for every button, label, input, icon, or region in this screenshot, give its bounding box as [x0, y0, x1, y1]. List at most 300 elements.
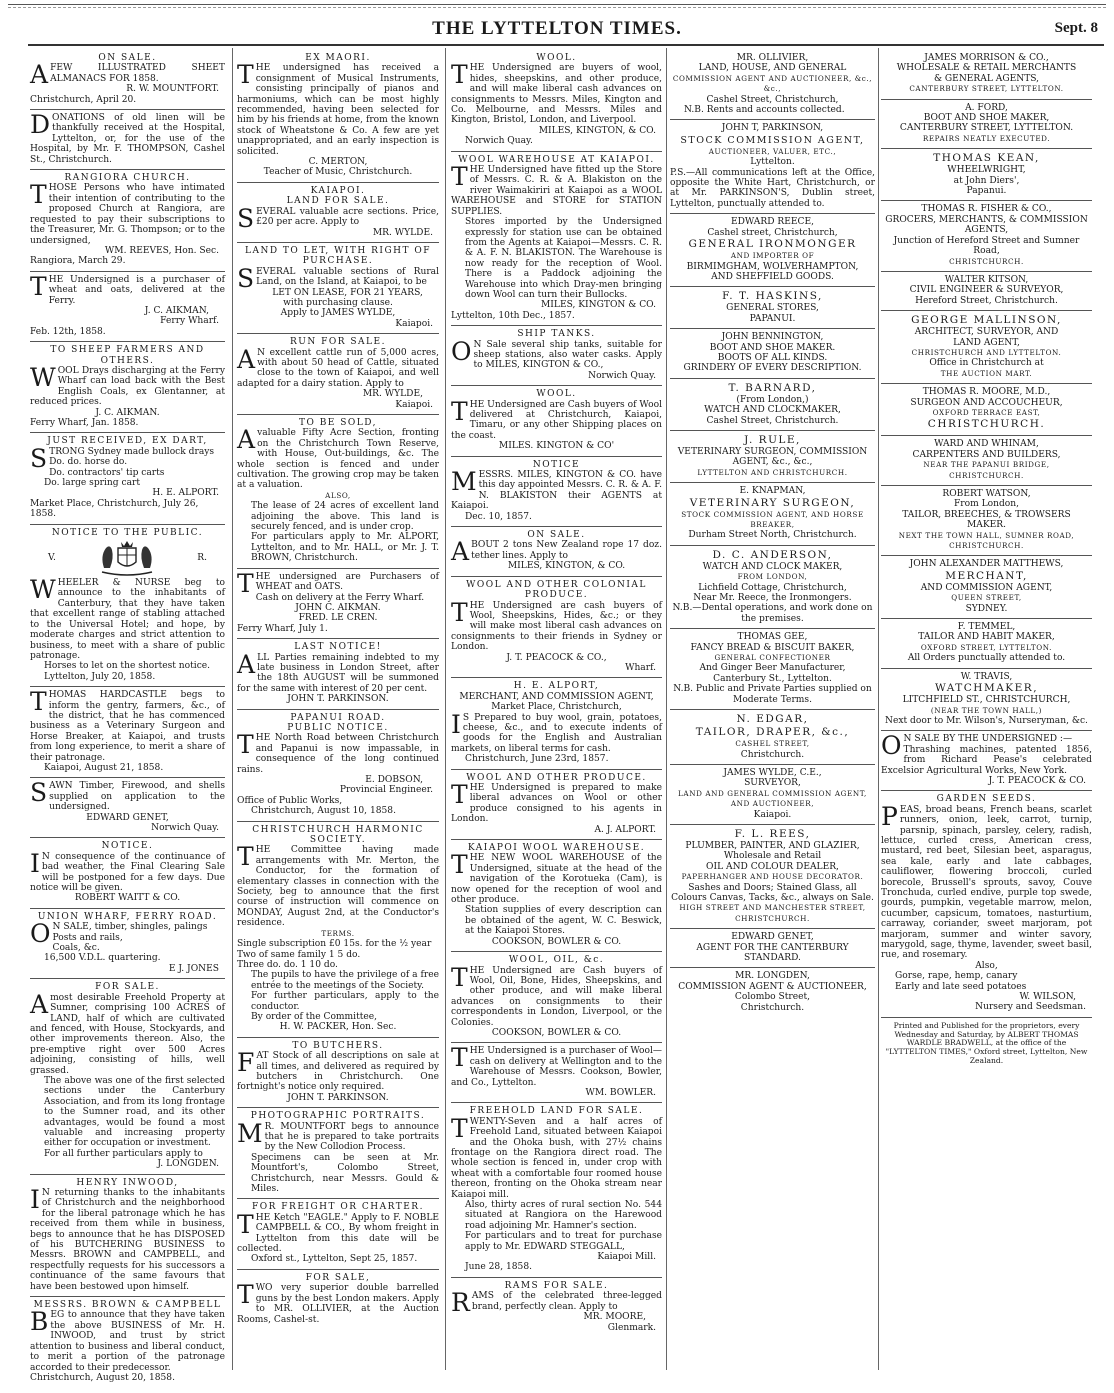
ad-date: Christchurch, August 20, 1858.: [30, 1372, 175, 1383]
ad-terms: TERMS.: [321, 928, 355, 938]
ad-date: Lyttelton, 10th Dec., 1857.: [451, 310, 575, 321]
ad-body-3: Early and late seed potatoes: [895, 981, 1027, 992]
ad-body-2: Horses to let on the shortest notice.: [44, 661, 211, 672]
drop-cap: T: [30, 687, 47, 717]
card-line: BREAKER,: [750, 520, 795, 529]
card-name: JAMES MORRISON & CO.,: [924, 53, 1049, 63]
ad-signature: J. LONGDEN.: [157, 1159, 219, 1170]
advert-kaiapoi-wool-warehouse: [451, 840, 662, 952]
royal-coat-of-arms-icon: [96, 538, 158, 578]
drop-cap: T: [237, 1209, 254, 1239]
ad-body: LL Parties remaining indebted to my late business in London Street, after the 18th AUGUST will be summoned for the same with interest of 20 per cent.: [237, 652, 439, 694]
ad-subheading: SOCIETY.: [309, 835, 367, 846]
card-ollivier: [670, 50, 875, 120]
card-line: Hereford Street, Christchurch.: [915, 295, 1058, 306]
ad-body-2: Station supplies of every description can be obtained of the agent, W. C. Beswick, at the Kaiapoi Stores.: [465, 905, 662, 937]
ad-body-3: For all further particulars apply to: [44, 1148, 203, 1159]
ad-body: HE Undersigned is prepared to make liberal advances on Wool or other produce consigned to his agents in London.: [451, 783, 662, 825]
ad-signature-place: Kaiapoi.: [395, 399, 433, 410]
card-line: COMMISSION AGENT AND AUCTIONEER, &c., &c.,: [672, 73, 873, 94]
ad-body: HE Undersigned is a purchaser of wheat and oats, delivered at the Ferry.: [48, 274, 225, 306]
advert-sheep-farmers: [30, 342, 225, 433]
card-line: WHOLESALE & RETAIL MERCHANTS: [896, 63, 1077, 74]
column-3: [451, 50, 662, 1370]
card-line: N.B. Public and Private Parties supplied on Moderate Terms.: [673, 684, 872, 705]
ad-signature: MILES, KINGTON, & CO.: [507, 561, 626, 572]
advert-ex-maori: [237, 50, 439, 183]
royal-cipher-r: R.: [197, 552, 207, 563]
card-line: Canterbury St., Lyttelton.: [713, 673, 832, 684]
card-line: LYTTELTON AND CHRISTCHURCH.: [697, 467, 848, 477]
card-knapman: [670, 483, 875, 546]
card-line: Wholesale and Retail: [723, 851, 822, 862]
drop-cap: A: [30, 989, 49, 1019]
card-line: VETERINARY SURGEON,: [689, 496, 856, 509]
ad-body: HOMAS HARDCASTLE begs to inform the gentry, farmers, &c., of the district, that he has commenced business as a Veterinary Surgeon and Horse Breaker, at Kaiapoi, and trusts from long experience, to merit a share of their patronage.: [30, 690, 225, 763]
advert-wool-cash: [451, 386, 662, 456]
ad-heading: NOTICE: [532, 459, 581, 470]
ad-signature: Norwich Quay.: [588, 370, 656, 381]
ad-body: HEELER & NURSE beg to announce to the inhabitants of Canterbury, that they have taken that excellent range of stabling attached to the Universal Hotel; and hope, by moderate charges and strict attention to business, to meet with a share of public patronage.: [30, 578, 225, 661]
advert-to-butchers: [237, 1038, 439, 1108]
card-name: EDWARD GENET,: [731, 932, 814, 943]
drop-cap: I: [30, 1185, 40, 1214]
card-line: AGENT FOR THE CANTERBURY: [696, 942, 849, 953]
card-line: Christchurch.: [740, 1002, 805, 1013]
card-line: TAILOR, DRAPER, &c.,: [695, 726, 850, 739]
list-item: Coals, &c.: [52, 943, 100, 954]
card-line: & GENERAL AGENTS,: [933, 73, 1040, 84]
card-name: W. TRAVIS,: [960, 671, 1013, 682]
ad-body: BOUT 2 tons New Zealand rope 17 doz. tether lines. Apply to: [471, 540, 662, 561]
card-fisher: [881, 201, 1092, 271]
card-line: WATCH AND CLOCKMAKER,: [704, 405, 841, 416]
card-name: THOMAS R. MOORE, M.D.,: [922, 387, 1051, 398]
card-line: TAILOR, BREECHES, & TROWSERS: [902, 509, 1071, 520]
card-matthews: [881, 556, 1092, 619]
drop-cap: I: [30, 848, 40, 878]
ad-subheading: PURCHASE.: [302, 256, 374, 267]
card-mallinson: [881, 311, 1092, 384]
ad-signature: JOHN C. AIKMAN.: [295, 602, 381, 613]
ad-signature: MILES, KINGTON & CO.: [541, 300, 656, 311]
ad-heading: NOTICE TO THE PUBLIC.: [51, 527, 204, 538]
drop-cap: P: [881, 801, 898, 831]
card-line: WHEELWRIGHT,: [947, 165, 1026, 176]
card-line: SYDNEY.: [965, 603, 1008, 614]
card-line: Kaiapoi.: [753, 809, 792, 820]
card-line: Cashel Street, Christchurch.: [706, 415, 839, 426]
card-line: SURGEON AND ACCOUCHEUR,: [910, 397, 1063, 408]
advert-guns-for-sale: [237, 1270, 439, 1329]
ad-body: HE Undersigned are Cash buyers of Wool delivered at Christchurch, Kaiapoi, Timaru, or any other Shipping places on the coast.: [451, 399, 662, 441]
card-moore: [881, 384, 1092, 436]
ad-signature-place: Ferry Wharf.: [160, 316, 219, 327]
ad-body-4: Apply to JAMES WYLDE,: [280, 308, 396, 319]
drop-cap: I: [451, 709, 461, 739]
ad-heading: LAND TO LET, WITH RIGHT OF: [245, 245, 431, 256]
ad-signature: J. T. PEACOCK & CO.,: [506, 652, 607, 663]
card-haskins: [670, 287, 875, 329]
card-line: Lichfield Cottage, Christchurch,: [698, 582, 847, 593]
card-line: SURVEYOR,: [744, 778, 801, 789]
drop-cap: A: [30, 60, 49, 90]
ad-date: Market Place, Christchurch, July 26, 1858.: [30, 498, 199, 520]
advert-h-e-alport: [451, 678, 662, 769]
card-line: Lyttelton.: [750, 157, 795, 168]
ad-signature-title: Teacher of Music, Christchurch.: [263, 167, 413, 178]
advert-wool-warehouse-kaiapoi: [451, 152, 662, 327]
card-line: Durham Street North, Christchurch.: [688, 530, 857, 541]
ad-body-2: Office of Public Works,: [237, 795, 343, 806]
ad-signature: MILES, KINGTON, & CO.: [538, 125, 656, 136]
ad-subheading: MERCHANT, AND COMMISSION AGENT,: [459, 691, 654, 702]
ad-body: EAS, broad beans, French beans, scarlet runners, onion, leek, carrot, turnip, parsnip, spinach, parsley, celery, radish, lettuce, curled cress, American cress, mustard, red beet, Silesian beet, asparagus, sea kale, early and late cabbages, cauliflower, flowering broccoli, curled borecole, Brussell's sprouts, savoy, Couve Tronchuda, curled endive, purple top swede, gourds, pumpkin, vegetable marrow, melon, cucumber, capsicum, tomatoes, nasturtium, carraway, coriander, sweet marjoram, pot marjoram, summer and winter savory, marygold, sage, thyme, lavender, sweet basil, rue, and rosemary.: [881, 804, 1092, 961]
ad-date: Christchurch, August 10, 1858.: [251, 806, 396, 817]
ad-signature: Kaiapoi.: [395, 318, 433, 329]
ad-date: Ferry Wharf, July 1.: [237, 623, 328, 634]
card-gee: [670, 629, 875, 710]
card-line: CANTERBURY STREET, LYTTELTON.: [899, 123, 1074, 134]
card-rule: [670, 431, 875, 483]
ad-heading: CHRISTCHURCH HARMONIC: [252, 824, 424, 835]
advert-wool-buyers: [451, 50, 662, 152]
ad-also: ALSO,: [325, 490, 351, 500]
drop-cap: S: [30, 443, 48, 473]
ad-heading: ON SALE.: [527, 530, 586, 541]
card-line: Papanui.: [966, 186, 1007, 197]
ad-body: most desirable Freehold Property at Sumner, comprising 100 ACRES of LAND, half of which are cultivated and fenced, with House, Stockyards, and other improvements thereon. Also, the pre-emptive right over 500 Acres adjoining, consisting of hills, well grassed.: [30, 992, 225, 1076]
card-line: GENERAL CONFECTIONER: [714, 653, 831, 663]
card-line: NEXT THE TOWN HALL, SUMNER ROAD,: [898, 530, 1075, 540]
ad-signature: E. DOBSON,: [365, 775, 423, 785]
card-line: NEAR THE PAPANUI BRIDGE,: [923, 460, 1050, 470]
card-line: CASHEL STREET,: [735, 739, 810, 749]
list-item: 16,500 V.D.L. quartering.: [44, 953, 161, 964]
advert-rams-for-sale: [451, 1278, 662, 1337]
ad-date: Dec. 10, 1857.: [465, 511, 532, 522]
card-line: Junction of Hereford Street and Sumner Road,: [893, 235, 1080, 257]
card-line: FANCY BREAD & BISCUIT BAKER,: [690, 642, 855, 653]
ad-body: ONATIONS of old linen will be thankfully received at the Hospital, Lyttelton, or, for the use of the Hospital, by Mr. F. THOMPSON, Cashel St., Christchurch.: [30, 113, 225, 165]
ad-signature: E J. JONES: [168, 963, 219, 974]
drop-cap: S: [30, 778, 48, 808]
ad-date: Rangiora, March 29.: [30, 256, 126, 267]
ad-date: Feb. 12th, 1858.: [30, 326, 106, 337]
card-line: AGENT, &c., &c.,: [732, 457, 813, 468]
advert-last-notice: [237, 639, 439, 709]
drop-cap: T: [451, 396, 468, 426]
ad-body: HE Undersigned have fitted up the Store of Messrs. C. R. & A. Blakiston on the river Waimakiriri at Kaiapoi as a WOOL WAREHOUSE and STORE for STATION SUPPLIES.: [451, 165, 662, 217]
ad-signature-title: Nursery and Seedsman.: [975, 1002, 1086, 1013]
card-kean: [881, 149, 1092, 201]
ad-body-2: The above was one of the first selected sections under the Canterbury Association, and from its long frontage to the Sumner road, and its other advantages, would be found a most valuable and increasing property either for occupation or investment.: [44, 1075, 225, 1149]
card-line: OXFORD TERRACE EAST,: [932, 407, 1041, 417]
card-ward-whinam: [881, 436, 1092, 486]
ad-signature: COOKSON, BOWLER & CO.: [491, 936, 622, 947]
ad-body: HE undersigned are Purchasers of WHEAT and OATS.: [255, 571, 439, 593]
drop-cap: R: [451, 1288, 470, 1318]
advert-colonial-produce: [451, 577, 662, 679]
card-line: REPAIRS NEATLY EXECUTED.: [922, 133, 1051, 143]
ad-body: HE undersigned has received a consignment of Musical Instruments, consisting principally of pianos and harmoniums, which can be most highly recommended, having been selected for him by his friends at home, from the known stock of Wheatstone & Co. A few are yet unappropriated, and an early inspection is solicited.: [237, 63, 439, 157]
ad-heading: MESSRS. BROWN & CAMPBELL: [33, 1300, 222, 1311]
newspaper-title: THE LYTTELTON TIMES.: [432, 18, 682, 39]
ad-heading: WOOL WAREHOUSE AT KAIAPOI.: [458, 154, 655, 165]
advert-freight-charter: [237, 1199, 439, 1269]
drop-cap: T: [451, 850, 468, 880]
card-anderson: [670, 546, 875, 629]
top-rule: [8, 4, 1106, 8]
card-parkinson: [670, 120, 875, 214]
card-reece: [670, 214, 875, 287]
ad-heading: FREEHOLD LAND FOR SALE.: [469, 1106, 644, 1117]
ad-address: Market Place, Christchurch,: [491, 702, 622, 713]
card-line: GENERAL STORES,: [726, 303, 819, 314]
ad-body: HE Undersigned are cash buyers of Wool, Sheepskins, Hides, &c.; or they will make most liberal cash advances on consignments to their friends in Sydney or London.: [451, 600, 662, 653]
card-line: AND AUCTIONEER,: [730, 799, 815, 809]
ad-heading: KAIAPOI WOOL WAREHOUSE.: [467, 843, 646, 854]
ad-body: HE Committee having made arrangements with Mr. Merton, the Conductor, for the formation of elementary classes in connection with the Society, beg to announce that the first course of instruction will commence on MONDAY, August 2nd, at the Conductor's residence.: [237, 845, 439, 929]
ad-body: valuable Fifty Acre Section, fronting on the Christchurch Town Reserve, with House, Out-buildings, &c. The whole section is fenced and under cultivation. The growing crop may be taken at a valuation.: [237, 428, 439, 491]
advert-wool-oil: [451, 952, 662, 1043]
card-line: LAND AGENT,: [953, 337, 1020, 348]
ad-body: HE Undersigned are Cash buyers of Wool, Oil, Bone, Hides, Sheepskins, and other produce, and will make liberal advances on consignments to their correspondents in London, Liverpool, or the Colonies.: [451, 965, 662, 1028]
advert-harmonic-society: [237, 822, 439, 1038]
ad-signature-title: Provincial Engineer.: [339, 785, 433, 796]
ad-signature: WM. BOWLER.: [585, 1087, 656, 1098]
list-item: Single subscription £0 15s. for the ½ year: [237, 939, 432, 950]
ad-signature: W. WILSON,: [1019, 992, 1076, 1003]
card-line: (NEAR THE TOWN HALL,): [930, 705, 1043, 715]
drop-cap: O: [451, 336, 472, 366]
ad-body-3: with purchasing clause.: [283, 297, 393, 308]
ad-signature: C. MERTON,: [308, 157, 368, 168]
ad-body-2: Also, thirty acres of rural section No. 544 situated at Rangiora on the Harewood road adjoining Mr. Hamner's section.: [465, 1200, 662, 1231]
card-line: (From London,): [736, 394, 809, 405]
card-line: FROM LONDON,: [737, 572, 808, 582]
drop-cap: S: [237, 263, 255, 293]
card-name: F. L. REES,: [734, 827, 811, 840]
ad-heading: WOOL AND OTHER PRODUCE.: [466, 772, 647, 783]
advert-bullock-drays: [30, 433, 225, 524]
ad-body-2: The lease of 24 acres of excellent land adjoining the above. This land is securely fenced, and is under crop.: [251, 501, 439, 533]
ad-subheading: PUBLIC NOTICE.: [287, 722, 389, 733]
advert-photographic: [237, 1108, 439, 1199]
ad-body: HE NEW WOOL WAREHOUSE of the Undersigned, situate at the head of the navigation of the Korotueka (Cam), is now opened for the reception of wool and other produce.: [451, 853, 662, 906]
advert-sumner-freehold: [30, 979, 225, 1174]
drop-cap: A: [237, 649, 256, 679]
drop-cap: S: [237, 203, 255, 233]
drop-cap: O: [881, 731, 902, 761]
ad-also: Also,: [975, 960, 998, 971]
card-line: at John Diers',: [953, 175, 1020, 186]
ad-heading: NOTICE.: [101, 841, 154, 852]
ad-signature-2: FRED. LE CREN.: [298, 613, 378, 624]
card-name: THOMAS GEE,: [737, 632, 808, 643]
ad-heading: RAMS FOR SALE.: [504, 1280, 609, 1291]
ad-date: Norwich Quay.: [465, 136, 533, 147]
advert-rangiora-church: [30, 170, 225, 272]
card-line: AND COMMISSION AGENT,: [920, 582, 1053, 593]
ad-date: Christchurch, April 20.: [30, 94, 137, 105]
drop-cap: D: [30, 110, 51, 140]
drop-cap: M: [451, 467, 477, 497]
ad-date: Lyttelton, July 20, 1858.: [44, 671, 156, 682]
card-line: Office in Christchurch at: [929, 358, 1044, 369]
ad-signature: J. C. AIKMAN,: [144, 305, 209, 316]
ad-signature: MR. MOORE,: [583, 1312, 646, 1323]
card-line: CHRISTCHURCH.: [949, 541, 1024, 551]
ad-body: HOSE Persons who have intimated their intention of contributing to the proposed Church at Rangiora, are requested to pay their subscriptions to the Treasurer, Mr. G. Thompson; or to the undersigned,: [30, 183, 225, 246]
list-item: Do. contractors' tip carts: [49, 467, 165, 478]
advert-thrashing-machines: [881, 731, 1092, 791]
card-line: And Ginger Beer Manufacturer,: [699, 663, 846, 674]
card-line: LITCHFIELD ST., CHRISTCHURCH,: [902, 695, 1071, 706]
drop-cap: A: [237, 344, 256, 374]
card-line: Cashel Street, Christchurch,: [706, 94, 839, 105]
ad-body-3: For further particulars, apply to the conductor.: [251, 991, 439, 1012]
advert-almanacs: [30, 50, 225, 110]
ad-heading: PHOTOGRAPHIC PORTRAITS.: [250, 1111, 426, 1122]
advert-donations: [30, 110, 225, 170]
card-line: Colombo Street,: [734, 992, 811, 1003]
ad-signature: J. C. AIKMAN.: [95, 407, 160, 418]
ad-date: Oxford st., Lyttelton, Sept 25, 1857.: [251, 1254, 418, 1265]
ad-signature: J. T. PEACOCK & CO.: [988, 775, 1086, 786]
drop-cap: O: [30, 919, 51, 949]
ad-heading: ON SALE.: [98, 53, 157, 63]
ad-signature: R. W. MOUNTFORT.: [126, 84, 219, 95]
ad-body: WENTY-Seven and a half acres of Freehold Land, situated between Kaiapoi and the Ohoka bush, with 27½ chains frontage on the Rangiora direct road. The whole section is fenced in, under crop with wheat with a comfortable four roomed house thereon, fronting on the Ohoka stream near Kaiapoi mill.: [451, 1116, 662, 1200]
ad-body: EVERAL valuable acre sections. Price, £20 per acre. Apply to: [256, 206, 439, 228]
advert-papanui-road: [237, 710, 439, 822]
card-kitson: [881, 272, 1092, 311]
card-line: VETERINARY SURGEON, COMMISSION: [677, 446, 868, 457]
drop-cap: A: [451, 537, 470, 567]
card-line: From London,: [953, 499, 1020, 510]
ad-signature-place: Norwich Quay.: [151, 823, 219, 833]
ad-signature: A. J. ALPORT.: [594, 824, 656, 835]
ad-body: N returning thanks to the inhabitants of Christchurch and the neighborhood for the liberal patronage which he has received from them while in business, begs to announce that he has DISPOSED of his BUTCHERING BUSINESS to Messrs. BROWN and CAMPBELL, and respectfully requests for his successors a continuance of the same favours that have been bestowed upon himself.: [30, 1188, 225, 1292]
ad-signature: H. W. PACKER, Hon. Sec.: [279, 1022, 397, 1033]
column-divider: [445, 48, 446, 1370]
ad-body: HE Ketch "EAGLE." Apply to F. NOBLE CAMPBELL & CO., By whom freight in Lyttelton from this date will be collected.: [237, 1212, 439, 1255]
ad-body: AT Stock of all descriptions on sale at all times, and delivered as required by butchers in Christchurch. One fortnight's notice only required.: [237, 1051, 439, 1093]
card-line: BOOTS OF ALL KINDS.: [717, 352, 828, 363]
card-line: AUCTIONEER, VALUER, ETC.,: [708, 146, 837, 156]
ad-body-2: Specimens can be seen at Mr. Mountfort's, Colombo Street, Christchurch, near Messrs. Gould & Miles.: [251, 1152, 439, 1195]
card-line: MERCHANT,: [945, 569, 1028, 582]
ad-body: EG to announce that they have taken the above BUSINESS of Mr. H. INWOOD, and trust by strict attention to business and liberal conduct, to merit a portion of the patronage accorded to their predecessor.: [30, 1310, 225, 1373]
ad-body-2: Gorse, rape, hemp, canary: [895, 971, 1018, 982]
ad-heading: H. E. ALPORT,: [513, 681, 600, 692]
royal-arms: [30, 538, 225, 578]
ad-date: June 28, 1858.: [465, 1262, 533, 1273]
ad-signature: COOKSON, BOWLER & CO.: [491, 1027, 622, 1038]
ad-heading: WOOL.: [536, 53, 577, 63]
ad-heading: UNION WHARF, FERRY ROAD.: [37, 911, 218, 922]
advert-wheat-purchaser: [30, 272, 225, 342]
drop-cap: T: [30, 271, 47, 301]
advert-land-to-let: [237, 243, 439, 334]
card-edgar: [670, 710, 875, 765]
card-line: LAND AND GENERAL COMMISSION AGENT,: [678, 788, 867, 798]
card-note: P.S.—All communications left at the Office, opposite the White Hart, Christchurch, or at Mr. PARKINSON'S, Dublin street, Lyttelton, punctually attended to.: [670, 167, 875, 209]
ad-heading: RUN FOR SALE.: [290, 337, 386, 348]
advert-union-wharf: [30, 909, 225, 979]
card-name: D. C. ANDERSON,: [712, 548, 833, 561]
card-name: THOMAS R. FISHER & CO.,: [921, 204, 1052, 215]
card-line: WATCH AND CLOCK MAKER,: [702, 561, 843, 572]
card-line: STANDARD.: [744, 953, 801, 963]
ad-body: AWN Timber, Firewood, and shells supplied on application to the undersigned.: [49, 781, 225, 813]
card-line: Sashes and Doors; Stained Glass, all Colours Canvas, Tacks, &c., always on Sale.: [671, 882, 874, 903]
drop-cap: W: [30, 575, 56, 605]
card-line: QUEEN STREET,: [951, 593, 1022, 603]
advert-rope-sale: [451, 527, 662, 577]
card-line: STOCK COMMISSION AGENT, AND HORSE: [681, 509, 864, 519]
ad-heading: EX MAORI.: [305, 53, 371, 63]
ad-body-2: Thrashing machines, patented 1856, from Richard Pease's celebrated Excelsior Agricultural Works, New York.: [881, 744, 1092, 776]
ad-heading: FOR SALE.: [95, 982, 160, 993]
list-item: Posts and rails,: [52, 932, 123, 943]
card-name: GEORGE MALLINSON,: [911, 314, 1062, 327]
list-item: Do. large spring cart: [44, 478, 140, 489]
list-item: Do. do. horse do.: [49, 457, 128, 468]
drop-cap: T: [451, 780, 468, 809]
card-line: BOOT AND SHOE MAKER.: [709, 342, 836, 353]
ad-heading: WOOL AND OTHER COLONIAL: [466, 579, 647, 590]
card-genet: [670, 929, 875, 968]
card-line: MAKER.: [966, 520, 1007, 531]
drop-cap: T: [237, 568, 254, 598]
advert-wheat-oats: [237, 569, 439, 639]
card-rees: [670, 825, 875, 929]
drop-cap: T: [451, 162, 468, 192]
ad-heading: WOOL.: [536, 389, 577, 400]
ad-body: HE North Road between Christchurch and Papanui is now impassable, in consequence of the long continued rains.: [237, 733, 439, 775]
card-line: GENERAL IRONMONGER: [688, 238, 857, 251]
ad-body-3: For particulars and to treat for purchase apply to Mr. EDWARD STEGGALL,: [465, 1231, 662, 1252]
ad-body: S Prepared to buy wool, grain, potatoes, cheese, &c., and to execute indents of goods for the English and Australian markets, on liberal terms for cash.: [451, 712, 662, 754]
drop-cap: B: [30, 1307, 49, 1337]
card-temmel: [881, 619, 1092, 669]
advert-run-for-sale: [237, 334, 439, 415]
column-4: [670, 50, 875, 1370]
card-name: WALTER KITSON,: [944, 274, 1029, 285]
ad-signature: ROBERT WAITT & CO.: [74, 893, 181, 904]
advert-wool-produce-alport: [451, 770, 662, 840]
card-barnard: [670, 379, 875, 431]
card-line: All Orders punctually attended to.: [907, 653, 1066, 664]
card-name: JOHN BENNINGTON,: [721, 332, 824, 343]
card-bennington: [670, 329, 875, 379]
advert-sawn-timber: [30, 778, 225, 838]
issue-date: Sept. 8: [1054, 20, 1098, 36]
card-line: CHRISTCHURCH.: [735, 913, 810, 923]
masthead: [0, 12, 1114, 42]
advert-brown-campbell: [30, 1297, 225, 1387]
card-line: PAPERHANGER AND HOUSE DECORATOR.: [681, 872, 864, 882]
card-name: JAMES WYLDE, C.E.,: [723, 767, 822, 778]
card-ford: [881, 100, 1092, 150]
card-name: J. RULE,: [744, 433, 801, 446]
card-line: BOOT AND SHOE MAKER,: [923, 113, 1050, 124]
card-line: WATCHMAKER,: [934, 682, 1039, 695]
drop-cap: T: [451, 1043, 468, 1073]
card-watson: [881, 486, 1092, 556]
